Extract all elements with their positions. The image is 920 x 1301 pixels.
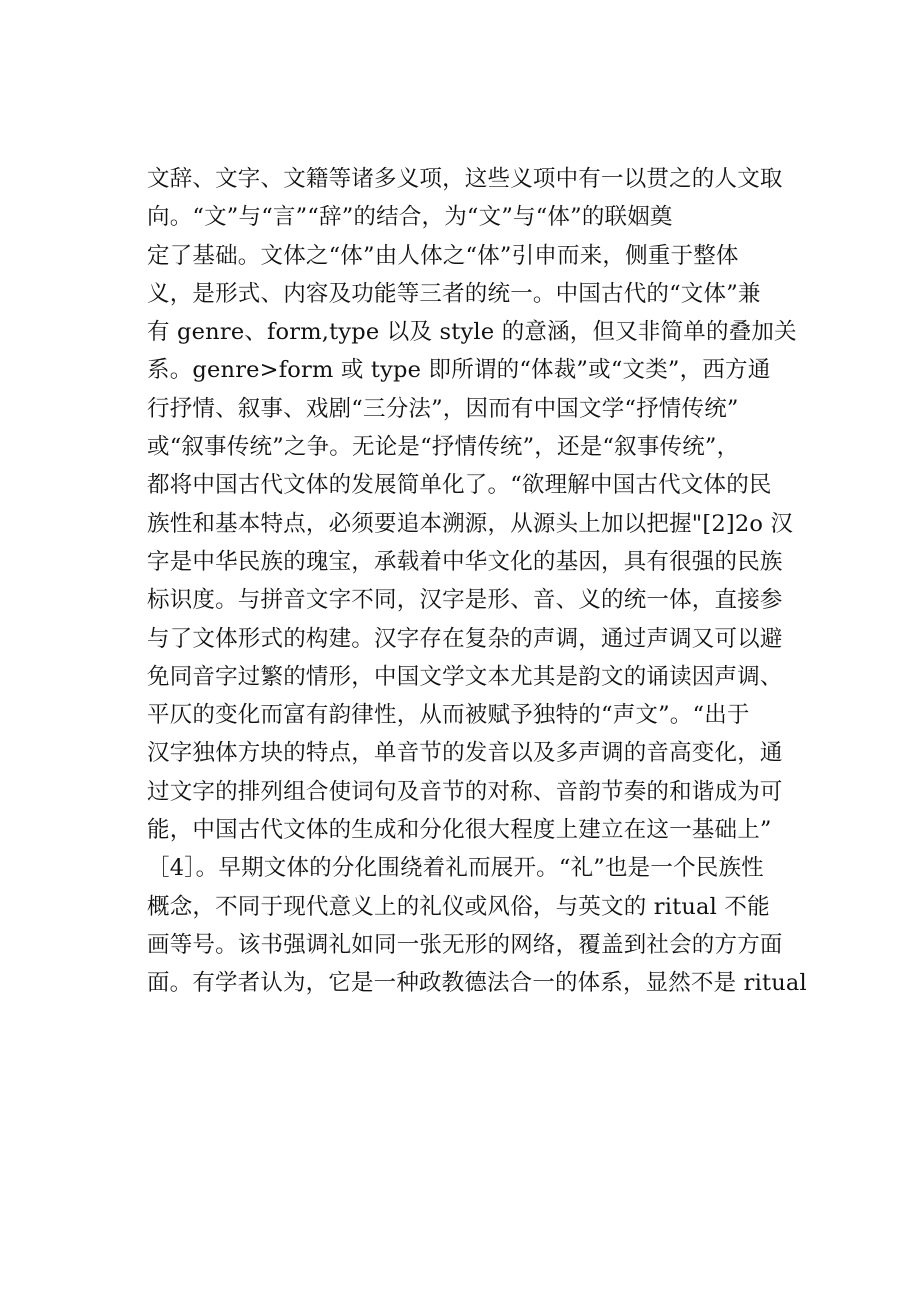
- text-line: 面。有学者认为，它是一种政教德法合一的体系，显然不是 ritual: [147, 970, 807, 997]
- text-line: 族性和基本特点，必须要追本溯源，从源头上加以把握"[2]2o 汉: [147, 510, 794, 537]
- text-line: 能，中国古代文体的生成和分化很大程度上建立在这一基础上”: [147, 817, 772, 844]
- text-line: 免同音字过繁的情形，中国文学文本尤其是韵文的诵读因声调、: [147, 663, 783, 690]
- text-line: ［4］。早期文体的分化围绕着礼而展开。“礼”也是一个民族性: [147, 855, 764, 882]
- text-line: 都将中国古代文体的发展简单化了。“欲理解中国古代文体的民: [147, 472, 772, 499]
- text-line: 字是中华民族的瑰宝，承载着中华文化的基因，具有很强的民族: [147, 548, 783, 575]
- body-paragraph: [147, 160, 807, 1003]
- text-line: 向。“文”与“言”“辞”的结合，为“文”与“体”的联姻奠: [147, 204, 673, 231]
- text-line: 概念，不同于现代意义上的礼仪或风俗，与英文的 ritual 不能: [147, 893, 770, 920]
- text-line: 行抒情、叙事、戏剧“三分法”，因而有中国文学“抒情传统”: [147, 395, 739, 422]
- text-line: 过文字的排列组合使词句及音节的对称、音韵节奏的和谐成为可: [147, 778, 783, 805]
- text-line: 画等号。该书强调礼如同一张无形的网络，覆盖到社会的方方面: [147, 931, 783, 958]
- text-line: 标识度。与拼音文字不同，汉字是形、音、义的统一体，直接参: [147, 587, 783, 614]
- text-line: 定了基础。文体之“体”由人体之“体”引申而来，侧重于整体: [147, 242, 739, 269]
- text-line: 平仄的变化而富有韵律性，从而被赋予独特的“声文”。“出于: [147, 702, 750, 729]
- text-line: 有 genre、form,type 以及 style 的意涵，但又非简单的叠加关: [147, 319, 797, 346]
- text-line: 或“叙事传统”之争。无论是“抒情传统”，还是“叙事传统”，: [147, 434, 740, 461]
- text-line: 义，是形式、内容及功能等三者的统一。中国古代的“文体”兼: [147, 280, 761, 307]
- text-line: 文辞、文字、文籍等诸多义项，这些义项中有一以贯之的人文取: [147, 166, 783, 192]
- text-line: 与了文体形式的构建。汉字存在复杂的声调，通过声调又可以避: [147, 625, 783, 652]
- text-line: 系。genre>form 或 type 即所谓的“体裁”或“文类”，西方通: [147, 357, 771, 384]
- text-line: 汉字独体方块的特点，单音节的发音以及多声调的音高变化，通: [147, 740, 783, 767]
